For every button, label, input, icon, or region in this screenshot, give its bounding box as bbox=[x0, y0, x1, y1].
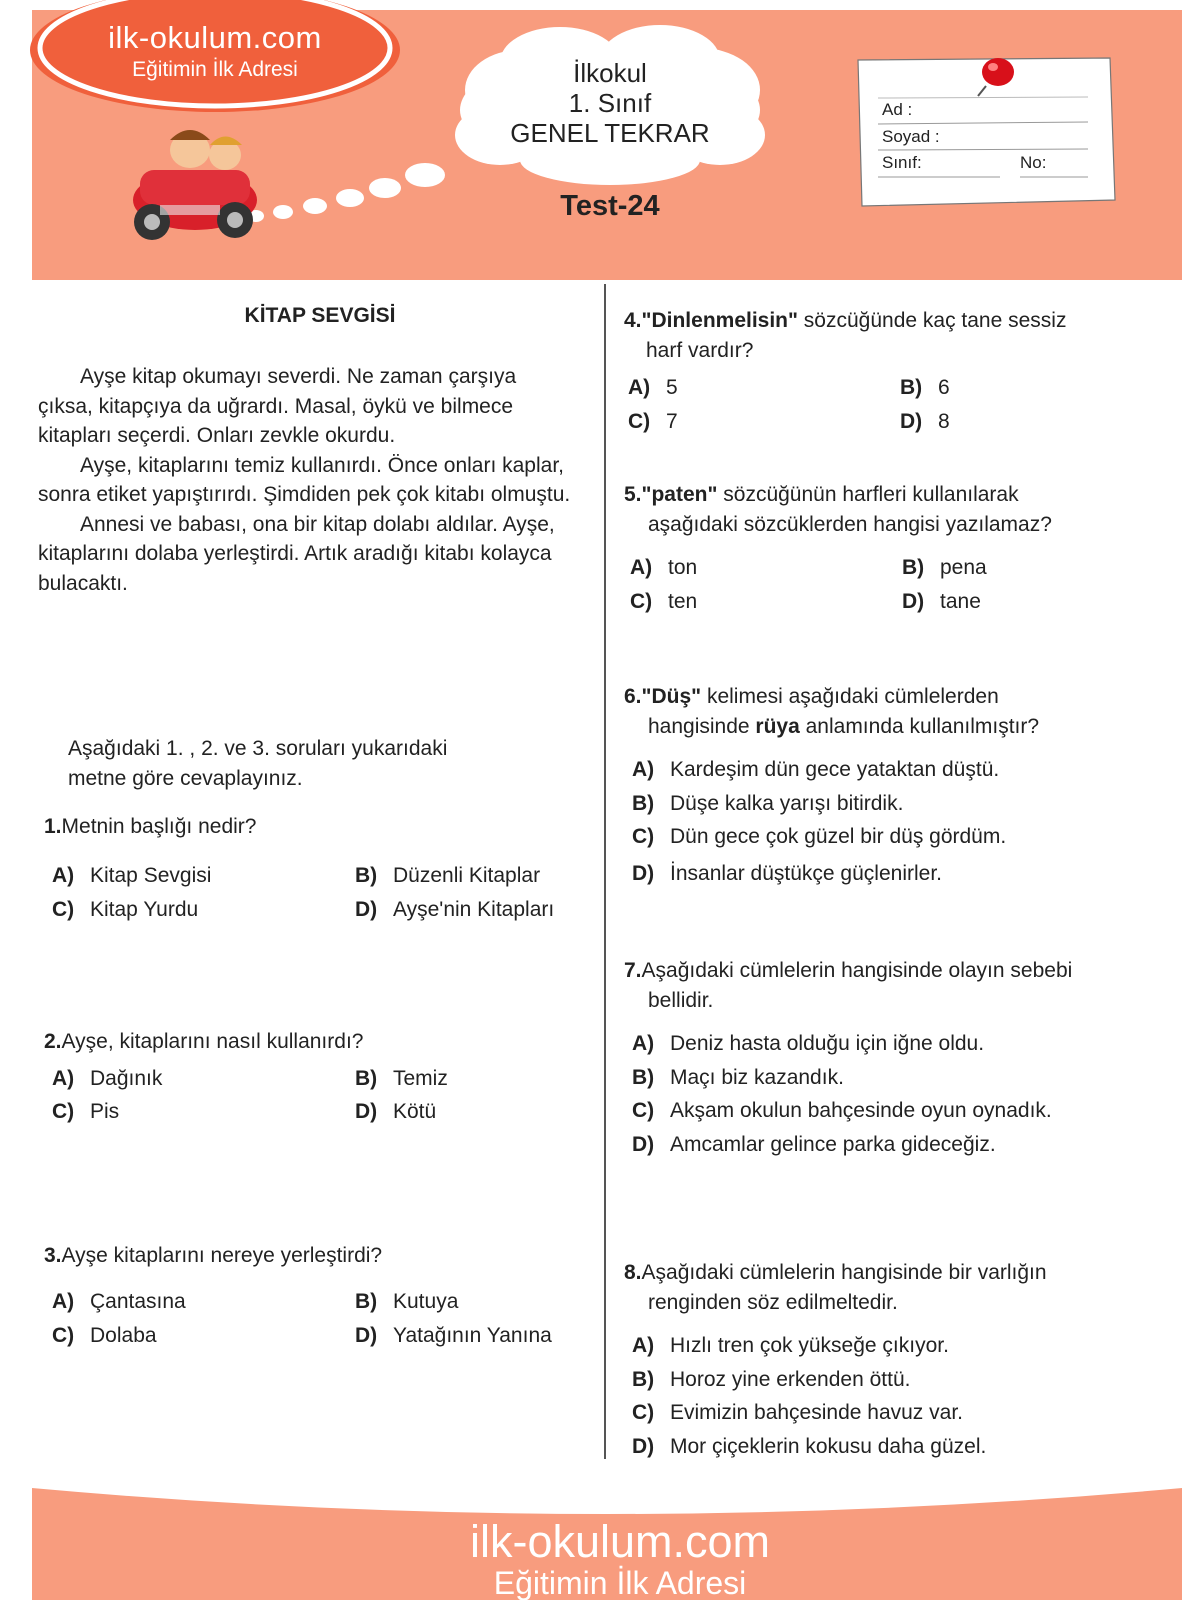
option-letter: D) bbox=[902, 590, 925, 613]
cartoon-car-icon bbox=[133, 130, 257, 240]
option-text: 8 bbox=[938, 410, 950, 433]
question-number: 5. bbox=[624, 483, 642, 506]
option-text: Pis bbox=[90, 1100, 120, 1123]
question-text: sözcüğünün harfleri kullanılarak bbox=[717, 483, 1019, 506]
option-text: Mor çiçeklerin kokusu daha güzel. bbox=[670, 1435, 987, 1458]
grade-label: 1. Sınıf bbox=[568, 88, 652, 118]
option-letter: A) bbox=[632, 758, 655, 781]
test-title: Test-24 bbox=[560, 190, 660, 222]
option-letter: C) bbox=[632, 1099, 655, 1122]
q2-option-a[interactable] bbox=[52, 1067, 162, 1091]
option-text: ten bbox=[668, 590, 698, 613]
question-keyword: rüya bbox=[755, 715, 800, 738]
q1-option-a[interactable] bbox=[52, 864, 211, 888]
class-label: Sınıf: bbox=[882, 153, 922, 172]
option-letter: B) bbox=[355, 1067, 378, 1090]
question-8-line2: renginden söz edilmeltedir. bbox=[648, 1291, 898, 1314]
footer-site-name[interactable]: ilk-okulum.com bbox=[469, 1516, 771, 1567]
question-text: Ayşe kitaplarını nereye yerleştirdi? bbox=[61, 1244, 383, 1267]
option-letter: B) bbox=[902, 556, 925, 579]
q6-option-c[interactable] bbox=[632, 825, 1006, 849]
question-text: Aşağıdaki cümlelerin hangisinde olayın sebebi bbox=[641, 959, 1073, 982]
option-text: Maçı biz kazandık. bbox=[670, 1066, 844, 1089]
footer-tagline: Eğitimin İlk Adresi bbox=[493, 1565, 747, 1601]
question-4-line2: harf vardır? bbox=[646, 339, 754, 362]
option-letter: D) bbox=[355, 898, 378, 921]
q4-option-c[interactable] bbox=[628, 410, 678, 434]
option-text: Amcamlar gelince parka gideceğiz. bbox=[670, 1133, 996, 1156]
question-number: 1. bbox=[44, 815, 62, 838]
option-letter: C) bbox=[52, 898, 75, 921]
option-letter: D) bbox=[900, 410, 923, 433]
option-text: 7 bbox=[666, 410, 678, 433]
q3-option-d[interactable] bbox=[355, 1324, 552, 1348]
question-7-line2: bellidir. bbox=[648, 989, 714, 1012]
q1-option-b[interactable] bbox=[355, 864, 540, 888]
q8-option-a[interactable] bbox=[632, 1334, 949, 1358]
option-letter: A) bbox=[52, 864, 75, 887]
question-8 bbox=[624, 1258, 1047, 1288]
option-text: Temiz bbox=[393, 1067, 448, 1090]
level-label: İlkokul bbox=[573, 58, 647, 88]
question-2 bbox=[44, 1027, 363, 1057]
question-5-line2: aşağıdaki sözcüklerden hangisi yazılamaz? bbox=[648, 513, 1052, 536]
option-text: Hızlı tren çok yükseğe çıkıyor. bbox=[670, 1334, 949, 1357]
q6-option-a[interactable] bbox=[632, 758, 999, 782]
question-7 bbox=[624, 956, 1072, 986]
q7-option-d[interactable] bbox=[632, 1133, 996, 1157]
option-text: 6 bbox=[938, 376, 950, 399]
option-text: İnsanlar düştükçe güçlenirler. bbox=[670, 862, 942, 885]
option-text: 5 bbox=[666, 376, 678, 399]
option-letter: A) bbox=[632, 1032, 655, 1055]
option-letter: C) bbox=[628, 410, 651, 433]
option-text: pena bbox=[940, 556, 987, 579]
question-text: Aşağıdaki cümlelerin hangisinde bir varlığın bbox=[641, 1261, 1047, 1284]
question-number: 7. bbox=[624, 959, 642, 982]
option-letter: D) bbox=[355, 1324, 378, 1347]
option-letter: D) bbox=[632, 1435, 655, 1458]
option-text: Kutuya bbox=[393, 1290, 459, 1313]
option-text: Düşe kalka yarışı bitirdik. bbox=[670, 792, 904, 815]
question-5 bbox=[624, 480, 1019, 510]
option-text: ton bbox=[668, 556, 698, 579]
question-3 bbox=[44, 1241, 382, 1271]
question-text: sözcüğünde kaç tane sessiz bbox=[797, 309, 1067, 332]
option-text: Dolaba bbox=[90, 1324, 157, 1347]
passage-text bbox=[38, 362, 573, 598]
question-number: 3. bbox=[44, 1244, 62, 1267]
q5-option-a[interactable] bbox=[630, 556, 697, 580]
option-text: Horoz yine erkenden öttü. bbox=[670, 1368, 911, 1391]
q8-option-c[interactable] bbox=[632, 1401, 963, 1425]
surname-label: Soyad : bbox=[882, 127, 940, 146]
name-label: Ad : bbox=[882, 100, 913, 119]
question-number: 4. bbox=[624, 309, 642, 332]
q7-option-a[interactable] bbox=[632, 1032, 984, 1056]
option-text: Yatağının Yanına bbox=[393, 1324, 552, 1347]
option-letter: B) bbox=[632, 1066, 655, 1089]
option-letter: B) bbox=[355, 1290, 378, 1313]
question-text: hangisinde bbox=[648, 715, 756, 738]
option-letter: C) bbox=[52, 1324, 75, 1347]
option-letter: C) bbox=[630, 590, 653, 613]
number-label: No: bbox=[1020, 153, 1047, 172]
option-text: Düzenli Kitaplar bbox=[393, 864, 541, 887]
option-letter: D) bbox=[632, 862, 655, 885]
option-letter: B) bbox=[632, 792, 655, 815]
question-text: kelimesi aşağıdaki cümlelerden bbox=[701, 685, 999, 708]
question-keyword: "paten" bbox=[641, 483, 718, 506]
question-keyword: "Düş" bbox=[641, 685, 702, 708]
option-letter: D) bbox=[632, 1133, 655, 1156]
q2-option-b[interactable] bbox=[355, 1067, 448, 1091]
passage-paragraph: Ayşe kitap okumayı severdi. Ne zaman çarşıya çıksa, kitapçıya da uğrardı. Masal, öykü ve bilmece kitapları seçerdi. Onları zevkle okurdu. bbox=[38, 365, 517, 447]
option-letter: C) bbox=[52, 1100, 75, 1123]
q5-option-d[interactable] bbox=[902, 590, 981, 614]
logo-site-name[interactable]: ilk-okulum.com bbox=[108, 20, 322, 55]
q6-option-b[interactable] bbox=[632, 792, 903, 816]
logo-tagline: Eğitimin İlk Adresi bbox=[132, 58, 298, 81]
option-letter: B) bbox=[900, 376, 923, 399]
q7-option-c[interactable] bbox=[632, 1099, 1052, 1123]
option-text: Çantasına bbox=[90, 1290, 186, 1313]
option-text: Kitap Yurdu bbox=[90, 898, 199, 921]
q7-option-b[interactable] bbox=[632, 1066, 844, 1090]
q3-option-c[interactable] bbox=[52, 1324, 157, 1348]
column-divider bbox=[604, 284, 606, 1459]
option-letter: C) bbox=[632, 1401, 655, 1424]
question-1 bbox=[44, 812, 256, 842]
q4-option-a[interactable] bbox=[628, 376, 678, 400]
q8-option-b[interactable] bbox=[632, 1368, 910, 1392]
option-text: Dün gece çok güzel bir düş gördüm. bbox=[670, 825, 1007, 848]
option-text: Kitap Sevgisi bbox=[90, 864, 212, 887]
subject-label: GENEL TEKRAR bbox=[510, 118, 710, 148]
q4-option-d[interactable] bbox=[900, 410, 950, 434]
option-text: Ayşe'nin Kitapları bbox=[393, 898, 555, 921]
question-number: 6. bbox=[624, 685, 642, 708]
passage-paragraph: Annesi ve babası, ona bir kitap dolabı aldılar. Ayşe, kitaplarını dolaba yerleştirdi. Artık aradığı kitabı kolayca bulacaktı. bbox=[38, 512, 555, 595]
q3-option-a[interactable] bbox=[52, 1290, 186, 1314]
option-letter: A) bbox=[52, 1290, 75, 1313]
question-keyword: "Dinlenmelisin" bbox=[641, 309, 798, 332]
question-6 bbox=[624, 682, 999, 712]
q6-option-d[interactable] bbox=[632, 862, 942, 886]
q2-option-c[interactable] bbox=[52, 1100, 119, 1124]
question-text: Ayşe, kitaplarını nasıl kullanırdı? bbox=[61, 1030, 364, 1053]
option-text: Deniz hasta olduğu için iğne oldu. bbox=[670, 1032, 985, 1055]
passage-title: KİTAP SEVGİSİ bbox=[244, 304, 396, 327]
question-text: anlamında kullanılmıştır? bbox=[799, 715, 1040, 738]
question-number: 2. bbox=[44, 1030, 62, 1053]
q5-option-c[interactable] bbox=[630, 590, 697, 614]
option-letter: B) bbox=[355, 864, 378, 887]
question-6-line2 bbox=[648, 712, 1039, 742]
q5-option-b[interactable] bbox=[902, 556, 987, 580]
option-letter: A) bbox=[630, 556, 653, 579]
option-letter: D) bbox=[355, 1100, 378, 1123]
instruction-line: Aşağıdaki 1. , 2. ve 3. soruları yukarıdaki bbox=[68, 737, 448, 760]
instruction-line: metne göre cevaplayınız. bbox=[68, 767, 303, 790]
option-letter: A) bbox=[632, 1334, 655, 1357]
option-text: Kardeşim dün gece yataktan düştü. bbox=[670, 758, 1000, 781]
q8-option-d[interactable] bbox=[632, 1435, 986, 1459]
q2-option-d[interactable] bbox=[355, 1100, 436, 1124]
option-text: Dağınık bbox=[90, 1067, 163, 1090]
option-letter: B) bbox=[632, 1368, 655, 1391]
option-text: tane bbox=[940, 590, 981, 613]
option-text: Evimizin bahçesinde havuz var. bbox=[670, 1401, 963, 1424]
option-text: Kötü bbox=[393, 1100, 437, 1123]
option-letter: A) bbox=[628, 376, 651, 399]
q3-option-b[interactable] bbox=[355, 1290, 458, 1314]
q1-option-c[interactable] bbox=[52, 898, 198, 922]
q4-option-b[interactable] bbox=[900, 376, 950, 400]
option-letter: C) bbox=[632, 825, 655, 848]
q1-option-d[interactable] bbox=[355, 898, 554, 922]
question-text: Metnin başlığı nedir? bbox=[61, 815, 257, 838]
question-4 bbox=[624, 306, 1066, 336]
passage-paragraph: Ayşe, kitaplarını temiz kullanırdı. Önce onları kaplar, sonra etiket yapıştırırdı. Şimdiden pek çok kitabı olmuştu. bbox=[38, 453, 571, 506]
question-number: 8. bbox=[624, 1261, 642, 1284]
option-text: Akşam okulun bahçesinde oyun oynadık. bbox=[670, 1099, 1052, 1122]
option-letter: A) bbox=[52, 1067, 75, 1090]
